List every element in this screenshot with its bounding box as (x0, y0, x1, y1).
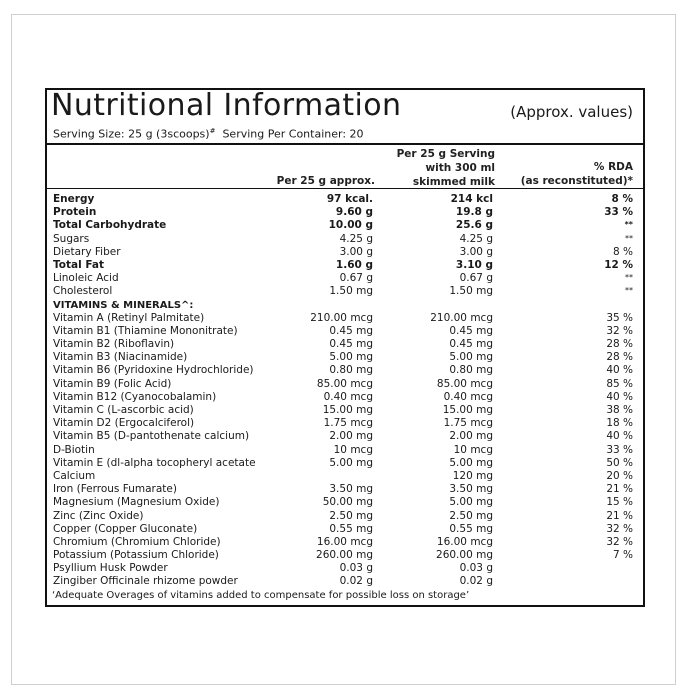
value-rda: 21 % (606, 509, 633, 522)
table-row (53, 496, 637, 509)
nutrient-name: Total Fat (53, 258, 105, 271)
value-with-milk: 3.50 mg (449, 483, 493, 496)
table-row (53, 510, 637, 523)
serving-per-container: Serving Per Container: 20 (222, 127, 364, 141)
nutrient-name: Vitamin B3 (Niacinamide) (53, 351, 188, 364)
nutrient-name: Psyllium Husk Powder (53, 562, 168, 575)
value-per-25g: 5.00 mg (329, 351, 373, 364)
table-row (53, 444, 637, 457)
value-rda: ** (625, 233, 633, 243)
value-per-25g: 0.55 mg (329, 522, 373, 535)
column-header-rda-line2: (as reconstituted)* (520, 175, 633, 187)
nutrient-name: Vitamin B6 (Pyridoxine Hydrochloride) (53, 364, 254, 377)
value-with-milk: 0.03 g (459, 562, 493, 575)
value-per-25g: 9.60 g (335, 206, 373, 219)
nutrient-name: Vitamin B12 (Cyanocobalamin) (53, 390, 217, 403)
value-rda: 85 % (606, 377, 633, 390)
value-per-25g: 0.02 g (339, 575, 373, 588)
value-per-25g: 0.45 mg (329, 338, 373, 351)
table-row (53, 325, 637, 338)
table-row (53, 483, 637, 496)
value-rda: 40 % (606, 390, 633, 403)
value-per-25g: 210.00 mcg (310, 311, 373, 324)
nutrient-name: Vitamin B2 (Riboflavin) (53, 338, 175, 351)
footnote: ‘Adequate Overages of vitamins added to compensate for possible loss on storage’ (52, 590, 470, 601)
value-per-25g: 3.50 mg (329, 483, 373, 496)
value-rda: 32 % (606, 535, 633, 548)
value-with-milk: 25.6 g (455, 219, 493, 232)
value-per-25g: 50.00 mg (322, 496, 373, 509)
value-per-25g: 0.67 g (339, 272, 373, 285)
value-with-milk: 1.50 mg (449, 285, 493, 298)
value-with-milk: 0.40 mcg (443, 390, 493, 403)
value-with-milk: 3.10 g (455, 258, 493, 271)
value-rda: 33 % (604, 206, 633, 219)
value-per-25g: 5.00 mg (329, 456, 373, 469)
value-rda: 8 % (611, 193, 633, 205)
table-row (53, 457, 637, 470)
nutrient-name: Total Carbohydrate (53, 219, 167, 232)
value-rda: 40 % (606, 364, 633, 377)
value-per-25g: 1.60 g (335, 258, 373, 271)
nutrient-name: Zinc (Zinc Oxide) (53, 509, 144, 522)
table-row (53, 549, 637, 562)
nutrient-name: Dietary Fiber (53, 245, 121, 258)
value-with-milk: 4.25 g (459, 232, 493, 245)
table-row (53, 193, 637, 206)
nutrient-name: Chromium (Chromium Chloride) (53, 535, 221, 548)
value-per-25g: 15.00 mg (322, 404, 373, 416)
value-rda: 28 % (606, 351, 633, 364)
value-rda: 20 % (606, 469, 633, 482)
nutrient-name: Magnesium (Magnesium Oxide) (53, 496, 220, 509)
value-with-milk: 0.67 g (459, 272, 493, 285)
table-row (53, 404, 637, 417)
value-with-milk: 5.00 mg (449, 496, 493, 509)
value-rda: ** (624, 220, 633, 230)
nutrient-name: Potassium (Potassium Chloride) (53, 549, 219, 562)
value-with-milk: 10 mcg (453, 443, 493, 456)
value-with-milk: 120 mg (452, 469, 493, 482)
value-per-25g: 85.00 mcg (316, 377, 373, 390)
value-per-25g: 97 kcal. (326, 193, 373, 205)
nutrient-name: Vitamin E (dl-alpha tocopheryl acetate (53, 456, 256, 469)
serving-size: Serving Size: 25 g (3scoops) (53, 127, 210, 141)
value-with-milk: 0.80 mg (449, 364, 493, 377)
column-header-with-milk (387, 147, 495, 189)
column-header-rda (511, 160, 633, 188)
nutrient-name: Vitamin B9 (Folic Acid) (53, 377, 172, 390)
value-rda: 12 % (604, 258, 633, 271)
value-rda: 8 % (613, 245, 633, 258)
table-row (53, 575, 637, 588)
value-with-milk: 3.00 g (459, 245, 493, 258)
value-rda: 18 % (606, 417, 633, 430)
column-header-with-milk-line2: with 300 ml (425, 162, 495, 174)
value-with-milk: 0.55 mg (449, 522, 493, 535)
nutrient-name: Vitamin D2 (Ergocalciferol) (53, 417, 195, 430)
nutrient-name: Vitamin A (Retinyl Palmitate) (53, 311, 205, 324)
table-row (53, 338, 637, 351)
nutrient-name: Zingiber Officinale rhizome powder (53, 575, 238, 588)
nutrient-name: Iron (Ferrous Fumarate) (53, 483, 177, 496)
value-rda: 35 % (606, 311, 633, 324)
value-with-milk: 1.75 mcg (443, 417, 493, 430)
section-heading-row (53, 299, 637, 312)
nutrient-name: Vitamin B5 (D-pantothenate calcium) (53, 430, 250, 443)
table-row (53, 430, 637, 443)
table-row (53, 562, 637, 575)
value-per-25g: 0.45 mg (329, 324, 373, 337)
nutrient-name: D-Biotin (53, 443, 95, 456)
table-row (53, 417, 637, 430)
nutrient-name: Linoleic Acid (53, 272, 119, 285)
value-rda: 21 % (606, 483, 633, 496)
value-with-milk: 210.00 mcg (430, 311, 493, 324)
value-per-25g: 2.00 mg (329, 430, 373, 443)
value-per-25g: 1.75 mcg (323, 417, 373, 430)
table-row (53, 523, 637, 536)
value-with-milk: 2.00 mg (449, 430, 493, 443)
nutrient-name: Protein (53, 206, 97, 219)
value-per-25g: 0.80 mg (329, 364, 373, 377)
value-rda: 38 % (606, 404, 633, 416)
value-with-milk: 19.8 g (455, 206, 493, 219)
column-header-with-milk-line1: Per 25 g Serving (396, 148, 495, 160)
value-per-25g: 10 mcg (333, 443, 373, 456)
page-title: Nutritional Information (51, 88, 402, 123)
nutrient-name: Cholesterol (53, 285, 113, 298)
value-per-25g: 16.00 mcg (316, 535, 373, 548)
table-row (53, 312, 637, 325)
value-per-25g: 1.50 mg (329, 285, 373, 298)
table-row (53, 285, 637, 298)
value-rda: 32 % (606, 522, 633, 535)
value-rda: 15 % (606, 496, 633, 509)
table-row (53, 391, 637, 404)
table-row (53, 536, 637, 549)
value-per-25g: 0.03 g (339, 562, 373, 575)
column-header-rda-line1: % RDA (593, 161, 633, 173)
value-rda: 7 % (613, 549, 633, 562)
table-row (53, 351, 637, 364)
nutrient-name: Vitamin C (L-ascorbic acid) (53, 404, 194, 416)
column-header-with-milk-line3: skimmed milk (412, 176, 495, 188)
value-with-milk: 0.45 mg (449, 324, 493, 337)
table-row (53, 246, 637, 259)
value-with-milk: 16.00 mcg (436, 535, 493, 548)
value-with-milk: 5.00 mg (449, 456, 493, 469)
value-per-25g: 4.25 g (339, 232, 373, 245)
value-with-milk: 15.00 mg (442, 404, 493, 416)
column-header-divider (47, 188, 643, 189)
nutrition-table (53, 193, 637, 589)
value-rda: ** (625, 273, 633, 283)
value-with-milk: 214 kcl (450, 193, 493, 205)
header-divider (47, 143, 643, 145)
value-with-milk: 85.00 mcg (436, 377, 493, 390)
nutrient-name: VITAMINS & MINERALS^: (53, 299, 194, 311)
serving-mark: # (209, 127, 216, 135)
nutrient-name: Calcium (53, 469, 96, 482)
nutrient-name: Copper (Copper Gluconate) (53, 522, 198, 535)
table-row (53, 364, 637, 377)
value-per-25g: 2.50 mg (329, 509, 373, 522)
value-per-25g: 0.40 mcg (323, 390, 373, 403)
nutrient-name: Vitamin B1 (Thiamine Mononitrate) (53, 324, 238, 337)
value-per-25g: 10.00 g (328, 219, 373, 232)
nutrient-name: Sugars (53, 232, 90, 245)
table-row (53, 470, 637, 483)
value-with-milk: 260.00 mg (436, 549, 493, 562)
serving-info (53, 124, 364, 142)
table-row (53, 378, 637, 391)
table-row (53, 233, 637, 246)
value-with-milk: 0.45 mg (449, 338, 493, 351)
nutrient-name: Energy (53, 193, 95, 205)
value-with-milk: 0.02 g (459, 575, 493, 588)
value-rda: 28 % (606, 338, 633, 351)
approx-values-note: (Approx. values) (510, 103, 633, 121)
value-rda: 40 % (606, 430, 633, 443)
value-per-25g: 3.00 g (339, 245, 373, 258)
value-per-25g: 260.00 mg (316, 549, 373, 562)
value-with-milk: 5.00 mg (449, 351, 493, 364)
nutrition-panel (45, 88, 645, 607)
value-rda: 33 % (606, 443, 633, 456)
value-rda: 32 % (606, 324, 633, 337)
value-with-milk: 2.50 mg (449, 509, 493, 522)
value-rda: 50 % (606, 456, 633, 469)
value-rda: ** (625, 286, 633, 296)
column-header-per25: Per 25 g approx. (276, 175, 375, 187)
